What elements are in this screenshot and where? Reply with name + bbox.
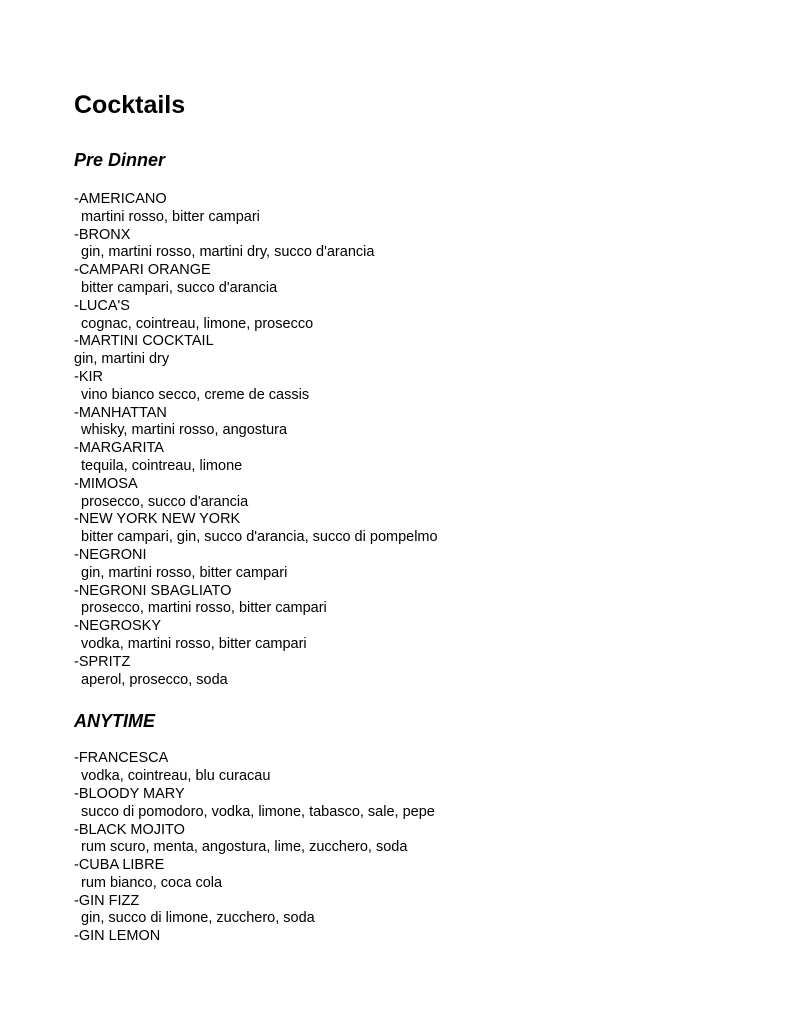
cocktail-name: -NEGRONI SBAGLIATO <box>74 582 232 599</box>
cocktail-ingredients: rum bianco, coca cola <box>81 874 223 891</box>
cocktail-name: -CAMPARI ORANGE <box>74 262 211 279</box>
cocktail-name: -MARTINI COCKTAIL <box>74 333 214 350</box>
cocktail-name: -GIN FIZZ <box>74 892 140 909</box>
cocktail-name: -GIN LEMON <box>74 928 161 945</box>
cocktail-ingredients: bitter campari, succo d'arancia <box>81 279 278 296</box>
cocktail-ingredients: cognac, cointreau, limone, prosecco <box>81 315 314 332</box>
cocktail-ingredients: bitter campari, gin, succo d'arancia, succo di pompelmo <box>81 529 438 546</box>
cocktail-ingredients: succo di pomodoro, vodka, limone, tabasco, sale, pepe <box>81 803 435 820</box>
cocktail-name: -BLOODY MARY <box>74 785 185 802</box>
cocktail-ingredients: gin, martini dry <box>74 351 170 368</box>
cocktail-ingredients: rum scuro, menta, angostura, lime, zucchero, soda <box>81 839 408 856</box>
page-title: Cocktails <box>74 91 186 119</box>
cocktail-ingredients: prosecco, succo d'arancia <box>81 493 249 510</box>
cocktail-name: -BRONX <box>74 226 131 243</box>
cocktail-list-pre-dinner <box>74 191 754 689</box>
cocktail-name: -MIMOSA <box>74 475 138 492</box>
section-heading-anytime: ANYTIME <box>74 711 155 732</box>
cocktail-ingredients: tequila, cointreau, limone <box>81 457 243 474</box>
cocktail-ingredients: martini rosso, bitter campari <box>81 208 260 225</box>
cocktail-ingredients: gin, succo di limone, zucchero, soda <box>81 910 315 927</box>
cocktail-ingredients: vodka, cointreau, blu curacau <box>81 768 271 785</box>
cocktail-ingredients: gin, martini rosso, bitter campari <box>81 564 288 581</box>
cocktail-name: -BLACK MOJITO <box>74 821 185 838</box>
cocktail-list-anytime <box>74 750 754 946</box>
section-heading-pre-dinner: Pre Dinner <box>74 150 166 170</box>
cocktail-name: -NEGROSKY <box>74 618 162 635</box>
cocktail-name: -CUBA LIBRE <box>74 857 165 874</box>
cocktail-ingredients: whisky, martini rosso, angostura <box>81 422 288 439</box>
cocktail-name: -FRANCESCA <box>74 750 169 767</box>
document-page <box>74 88 754 946</box>
cocktail-ingredients: aperol, prosecco, soda <box>81 671 228 688</box>
cocktail-ingredients: vodka, martini rosso, bitter campari <box>81 635 307 652</box>
cocktail-name: -KIR <box>74 368 103 385</box>
cocktail-ingredients: vino bianco secco, creme de cassis <box>81 386 310 403</box>
cocktail-name: -MANHATTAN <box>74 404 167 421</box>
cocktail-name: -SPRITZ <box>74 653 131 670</box>
cocktail-name: -MARGARITA <box>74 440 164 457</box>
cocktail-ingredients: gin, martini rosso, martini dry, succo d'arancia <box>81 244 375 261</box>
cocktail-name: -NEW YORK NEW YORK <box>74 511 241 528</box>
cocktail-name: -LUCA'S <box>74 297 130 314</box>
cocktail-name: -AMERICANO <box>74 191 167 207</box>
cocktail-name: -NEGRONI <box>74 546 147 563</box>
cocktail-ingredients: prosecco, martini rosso, bitter campari <box>81 600 327 617</box>
